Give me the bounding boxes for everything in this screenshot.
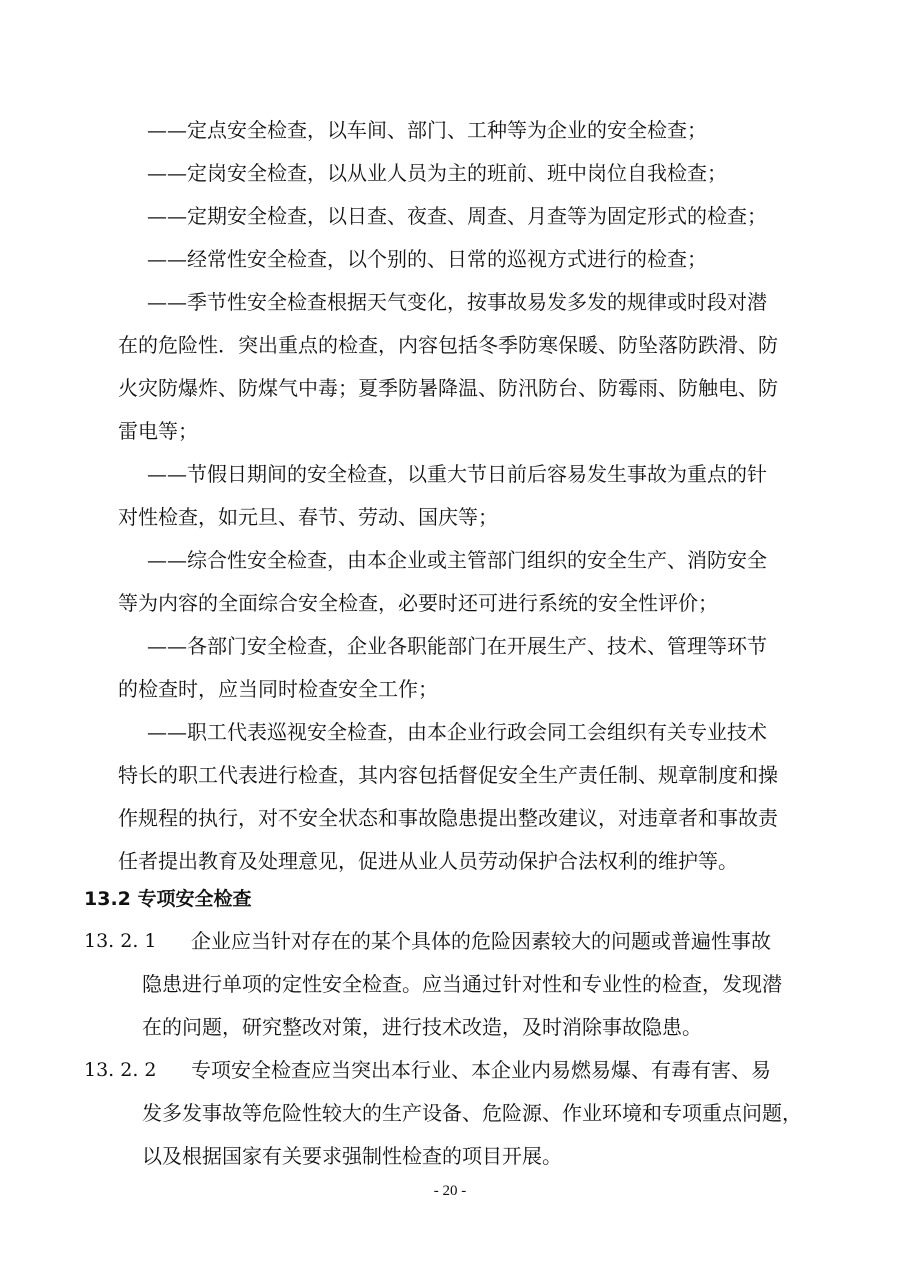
bullet-line: 雷电等； [118, 419, 198, 443]
clause-line: 隐患进行单项的定性安全检查。应当通过针对性和专业性的检查，发现潜 [142, 972, 782, 996]
bullet-line: ——定岗安全检查，以从业人员为主的班前、班中岗位自我检查； [147, 161, 727, 185]
section-heading: 13.2 专项安全检查 [84, 888, 252, 910]
bullet-line: ——综合性安全检查，由本企业或主管部门组织的安全生产、消防安全 [147, 548, 767, 572]
bullet-line: ——节假日期间的安全检查，以重大节日前后容易发生事故为重点的针 [147, 462, 767, 486]
bullet-line: 的检查时，应当同时检查安全工作； [118, 677, 438, 701]
bullet-line: 任者提出教育及处理意见，促进从业人员劳动保护合法权利的维护等。 [118, 849, 738, 873]
clause-line: 发多发事故等危险性较大的生产设备、危险源、作业环境和专项重点问题， [142, 1101, 802, 1125]
clause-line: 以及根据国家有关要求强制性检查的项目开展。 [142, 1144, 562, 1168]
bullet-line: 火灾防爆炸、防煤气中毒；夏季防暑降温、防汛防台、防霉雨、防触电、防 [118, 376, 778, 400]
page-number: - 20 - [433, 1183, 467, 1199]
clause-number: 13. 2. 2 [84, 1059, 157, 1081]
clause-line: 在的问题，研究整改对策，进行技术改造，及时消除事故隐患。 [142, 1015, 702, 1039]
bullet-line: 对性检查，如元旦、春节、劳动、国庆等； [118, 505, 498, 529]
clause-line: 企业应当针对存在的某个具体的危险因素较大的问题或普遍性事故 [191, 929, 771, 953]
bullet-line: ——定点安全检查，以车间、部门、工种等为企业的安全检查； [147, 118, 707, 142]
clause-line: 专项安全检查应当突出本行业、本企业内易燃易爆、有毒有害、易 [191, 1058, 771, 1082]
bullet-line: ——各部门安全检查，企业各职能部门在开展生产、技术、管理等环节 [147, 634, 767, 658]
bullet-line: ——经常性安全检查，以个别的、日常的巡视方式进行的检查； [147, 247, 707, 271]
bullet-line: 在的危险性．突出重点的检查，内容包括冬季防寒保暖、防坠落防跌滑、防 [118, 333, 778, 357]
bullet-line: 等为内容的全面综合安全检查，必要时还可进行系统的安全性评价； [118, 591, 718, 615]
bullet-line: ——季节性安全检查根据天气变化，按事故易发多发的规律或时段对潜 [147, 290, 767, 314]
clause-number: 13. 2. 1 [84, 930, 157, 952]
bullet-line: 特长的职工代表进行检查，其内容包括督促安全生产责任制、规章制度和操 [118, 763, 778, 787]
bullet-line: 作规程的执行，对不安全状态和事故隐患提出整改建议，对违章者和事故责 [118, 806, 778, 830]
bullet-line: ——职工代表巡视安全检查，由本企业行政会同工会组织有关专业技术 [147, 720, 767, 744]
bullet-line: ——定期安全检查，以日查、夜查、周查、月查等为固定形式的检查； [147, 204, 767, 228]
